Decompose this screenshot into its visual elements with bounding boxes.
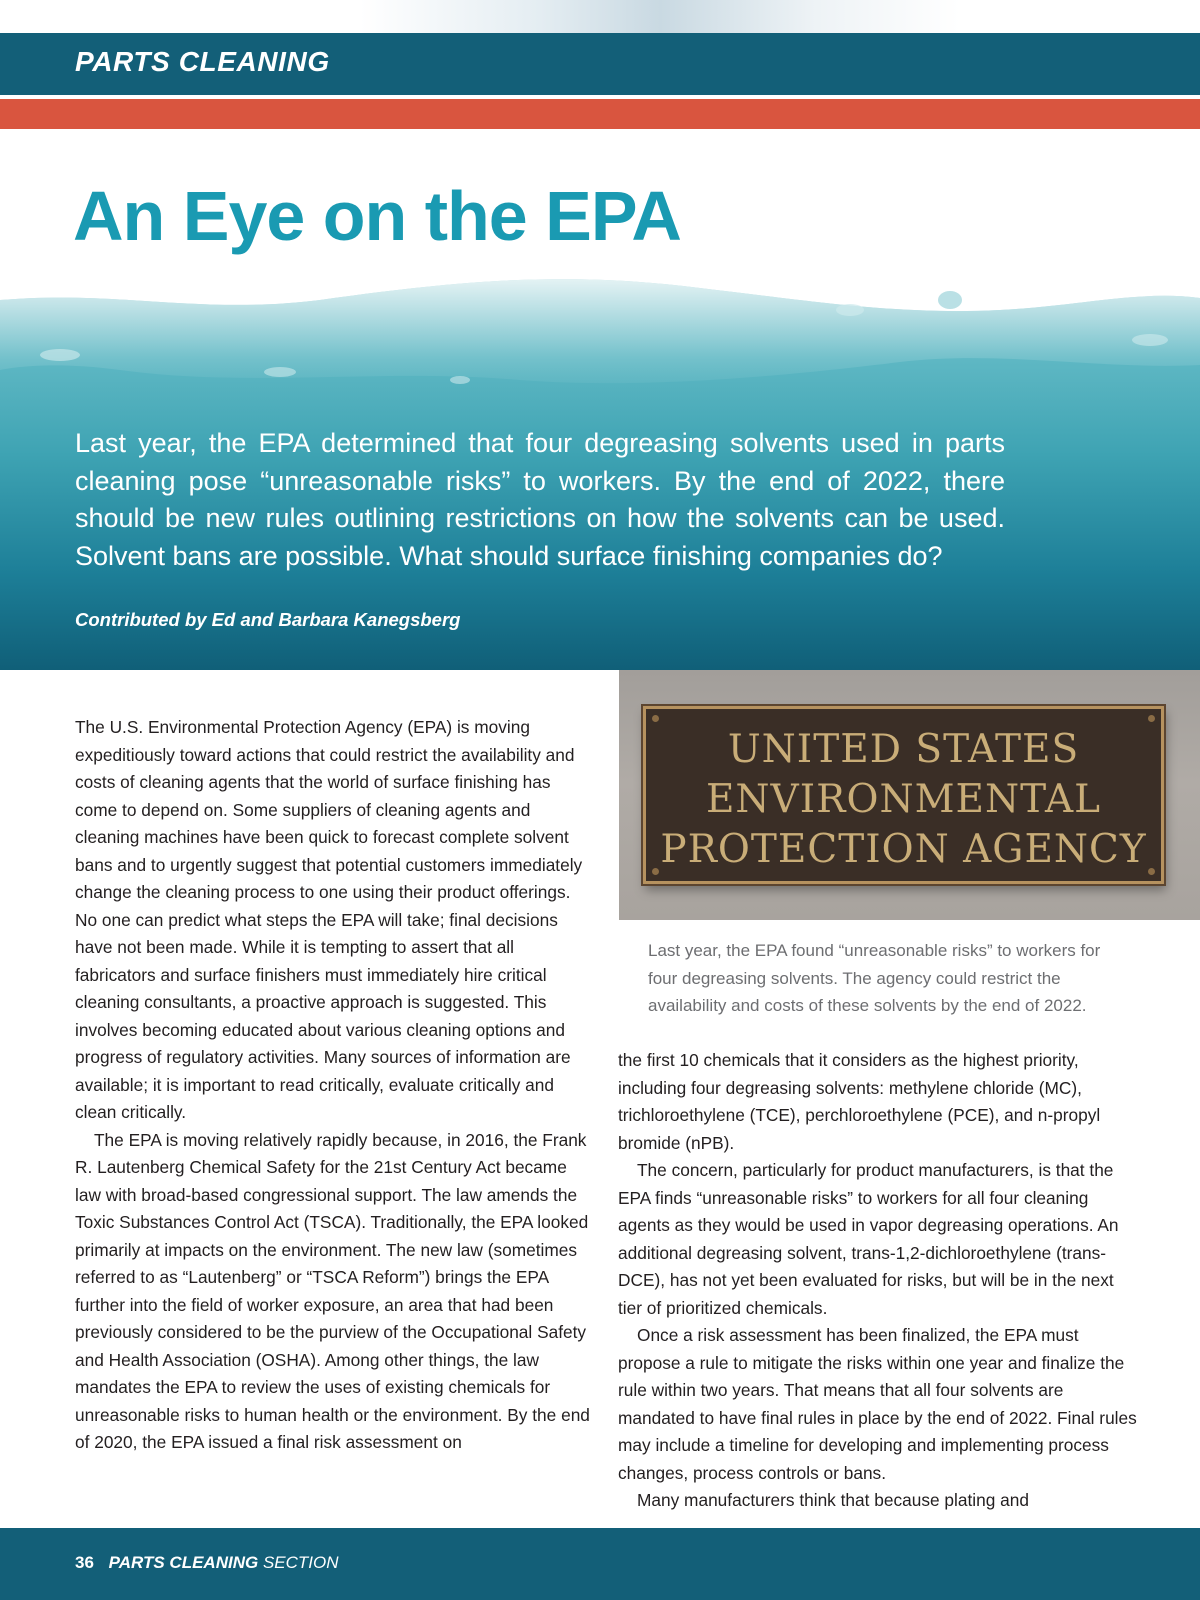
section-label: PARTS CLEANING: [75, 46, 330, 77]
body-column-right: [618, 1047, 1138, 1515]
article-title: An Eye on the EPA: [73, 177, 681, 255]
epa-plaque-photo: [619, 670, 1200, 920]
page-number: 36: [75, 1553, 94, 1572]
body-paragraph: The EPA is moving relatively rapidly because, in 2016, the Frank R. Lautenberg Chemical Safety for the 21st Century Act became law with broad-based congressional support. The law amends the Toxic Substances Control Act (TSCA). Traditionally, the EPA looked primarily at impacts on the environment. The new law (sometimes referred to as “Lautenberg” or “TSCA Reform”) brings the EPA further into the field of worker exposure, an area that had been previously considered to be the purview of the Occupational Safety and Health Association (OSHA). Among other things, the law mandates the EPA to review the uses of existing chemicals for unreasonable risks to human health or the environment. By the end of 2020, the EPA issued a final risk assessment on: [75, 1129, 590, 1452]
body-paragraph: the first 10 chemicals that it considers as the highest priority, including four degreasing solvents: methylene chloride (MC), trichloroethylene (TCE), perchloroethylene (PCE), and n-propyl bromide (nPB).: [618, 1050, 1101, 1153]
body-paragraph: Many manufacturers think that because plating and: [637, 1490, 1029, 1510]
footer-text: [75, 1553, 339, 1573]
top-water-splash: [0, 0, 1200, 33]
body-paragraph: The U.S. Environmental Protection Agency (EPA) is moving expeditiously toward actions that could restrict the availability and costs of cleaning agents that the world of surface finishing has come to depend on. Some suppliers of cleaning agents and cleaning machines have been quick to forecast complete solvent bans and to urgently suggest that potential customers immediately change the cleaning process to one using their product offerings. No one can predict what steps the EPA will take; final decisions have not been made. While it is tempting to assert that all fabricators and surface finishers must immediately hire critical cleaning consultants, a proactive approach is suggested. This involves becoming educated about various cleaning options and progress of regulatory activities. Many sources of information are available; it is important to read critically, evaluate critically and clean critically.: [75, 717, 583, 1122]
page-footer: [0, 1528, 1200, 1600]
body-paragraph: The concern, particularly for product manufacturers, is that the EPA finds “unreasonable risks” to workers for all four cleaning agents as they would be used in vapor degreasing operations. An additional degreasing solvent, trans-1,2-dichloroethylene (trans-DCE), has not yet been evaluated for risks, but will be in the next tier of prioritized chemicals.: [618, 1160, 1119, 1318]
footer-section-suffix: SECTION: [262, 1553, 339, 1572]
screw-icon: [1148, 715, 1155, 722]
screw-icon: [652, 715, 659, 722]
section-header-bar: [0, 33, 1200, 95]
article-deck: Last year, the EPA determined that four degreasing solvents used in parts cleaning pose “unreasonable risks” to workers. By the end of 2022, there should be new rules outlining restrictions on how the solvents can be used. Solvent bans are possible. What should surface finishing companies do?: [75, 428, 1005, 571]
photo-caption: Last year, the EPA found “unreasonable risks” to workers for four degreasing solvents. The agency could restrict the availability and costs of these solvents by the end of 2022.: [648, 941, 1101, 1015]
body-column-left: [75, 714, 595, 1457]
epa-plaque: [643, 706, 1164, 884]
footer-section-name: PARTS CLEANING: [108, 1553, 259, 1572]
plaque-line: UNITED STATES: [727, 727, 1080, 772]
byline: Contributed by Ed and Barbara Kanegsberg: [75, 609, 461, 630]
body-paragraph: Once a risk assessment has been finalized, the EPA must propose a rule to mitigate the risks within one year and finalize the rule within two years. That means that all four solvents are mandated to have final rules in place by the end of 2022. Final rules may include a timeline for developing and implementing process changes, process controls or bans.: [618, 1325, 1137, 1483]
plaque-line: ENVIRONMENTAL: [705, 777, 1102, 822]
accent-stripe: [0, 99, 1200, 129]
plaque-line: PROTECTION AGENCY: [660, 827, 1147, 872]
